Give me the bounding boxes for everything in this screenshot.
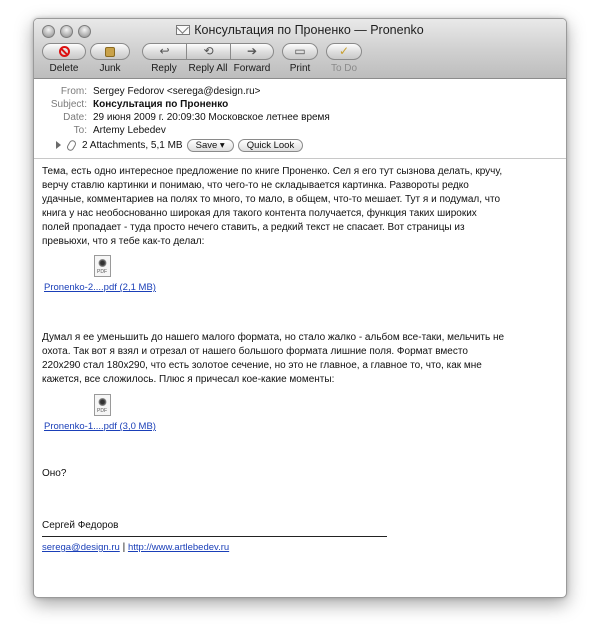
paragraph-2: Думал я ее уменьшить до нашего малого формата, но стало жалко - альбом все-таки, мельчить не охота. Так вот я взял и отрезал от нашего большого формата лишние поля. Формат вместо 220х290 стал 180х290, что есть золотое сечение, но это не главное, а главное то, что, как мне кажется, все сложилось. Плюс я причесал кое-какие моменты: [42, 332, 505, 385]
junk-button[interactable]: Junk [90, 43, 130, 74]
message-headers [34, 80, 566, 170]
chevron-down-icon: ▾ [219, 139, 225, 151]
save-attachments-button[interactable]: Save ▾ [187, 139, 234, 152]
reply-group: ↩ ⟲ ➔ Reply Reply All Forward [142, 43, 274, 74]
pdf-file-icon[interactable]: PDF [94, 394, 111, 416]
junk-icon [105, 47, 115, 57]
forward-button[interactable] [230, 43, 274, 60]
signature-url-link[interactable]: http://www.artlebedev.ru [127, 542, 230, 553]
header-divider [34, 158, 566, 159]
envelope-icon [176, 25, 190, 35]
printer-icon: ▭ [294, 44, 306, 58]
window-title: Консультация по Проненко — Pronenko [34, 23, 566, 37]
date-row: Date: 29 июня 2009 г. 20:09:30 Московское летнее время [63, 112, 330, 123]
mail-window [33, 18, 567, 598]
to-row: To: Artemy Lebedev [73, 125, 166, 136]
print-button[interactable]: ▭ Print [282, 43, 318, 74]
delete-button[interactable]: Delete [42, 43, 86, 74]
checkmark-icon: ✓ [338, 44, 350, 58]
window-toolbar [34, 19, 566, 79]
todo-button[interactable]: ✓ To Do [326, 43, 362, 74]
pdf-file-icon[interactable]: PDF [94, 255, 111, 277]
signature-name: Сергей Федоров [42, 520, 119, 531]
subject-text: Консультация по Проненко [93, 99, 229, 110]
sender-address[interactable]: Sergey Fedorov <serega@design.ru> [93, 86, 261, 97]
date-text: 29 июня 2009 г. 20:09:30 Московское летнее время [93, 112, 330, 123]
paragraph-3: Оно? [42, 468, 67, 479]
reply-all-arrow-icon: ⟲ [203, 44, 214, 58]
attachments-summary: 2 Attachments, 5,1 MB [82, 139, 183, 151]
signature-email-link[interactable]: serega@design.ru [42, 542, 120, 553]
paragraph-1: Тема, есть одно интересное предложение по книге Проненко. Сел я его тут сызнова делать, кручу, верчу ставлю картинки и понимаю, что чего-то не складывается картинка. Развороты редко удачные, комментариев на полях то много, то мало, в общем, что-то мешает. Тут я и подумал, что книга у нас необоснованно широкая для такого контента получается, функция таких широких полей пропадает - туда просто нечего ставить, а редкий текст не спасает. Вот страницы из превьюхи, что я тебе как-то делал: [42, 166, 503, 247]
forward-arrow-icon: ➔ [246, 44, 258, 58]
subject-row: Subject: Консультация по Проненко [50, 99, 229, 110]
reply-arrow-icon: ↩ [159, 44, 170, 58]
delete-icon [59, 46, 70, 57]
attachment-2-link[interactable]: Pronenko-1....pdf (3,0 MB) [44, 421, 156, 432]
from-row: From: Sergey Fedorov <serega@design.ru> [60, 86, 261, 97]
signature-links: serega@design.ru | http://www.artlebedev.ru [42, 542, 230, 553]
disclosure-triangle-icon[interactable] [56, 141, 61, 149]
quick-look-button[interactable]: Quick Look [238, 139, 304, 152]
attachments-row [56, 138, 303, 152]
paperclip-icon [66, 138, 78, 151]
signature-divider [42, 536, 387, 537]
recipient-address[interactable]: Artemy Lebedev [93, 125, 166, 136]
reply-button[interactable] [142, 43, 186, 60]
reply-all-button[interactable] [186, 43, 230, 60]
attachment-1-link[interactable]: Pronenko-2....pdf (2,1 MB) [44, 282, 156, 293]
